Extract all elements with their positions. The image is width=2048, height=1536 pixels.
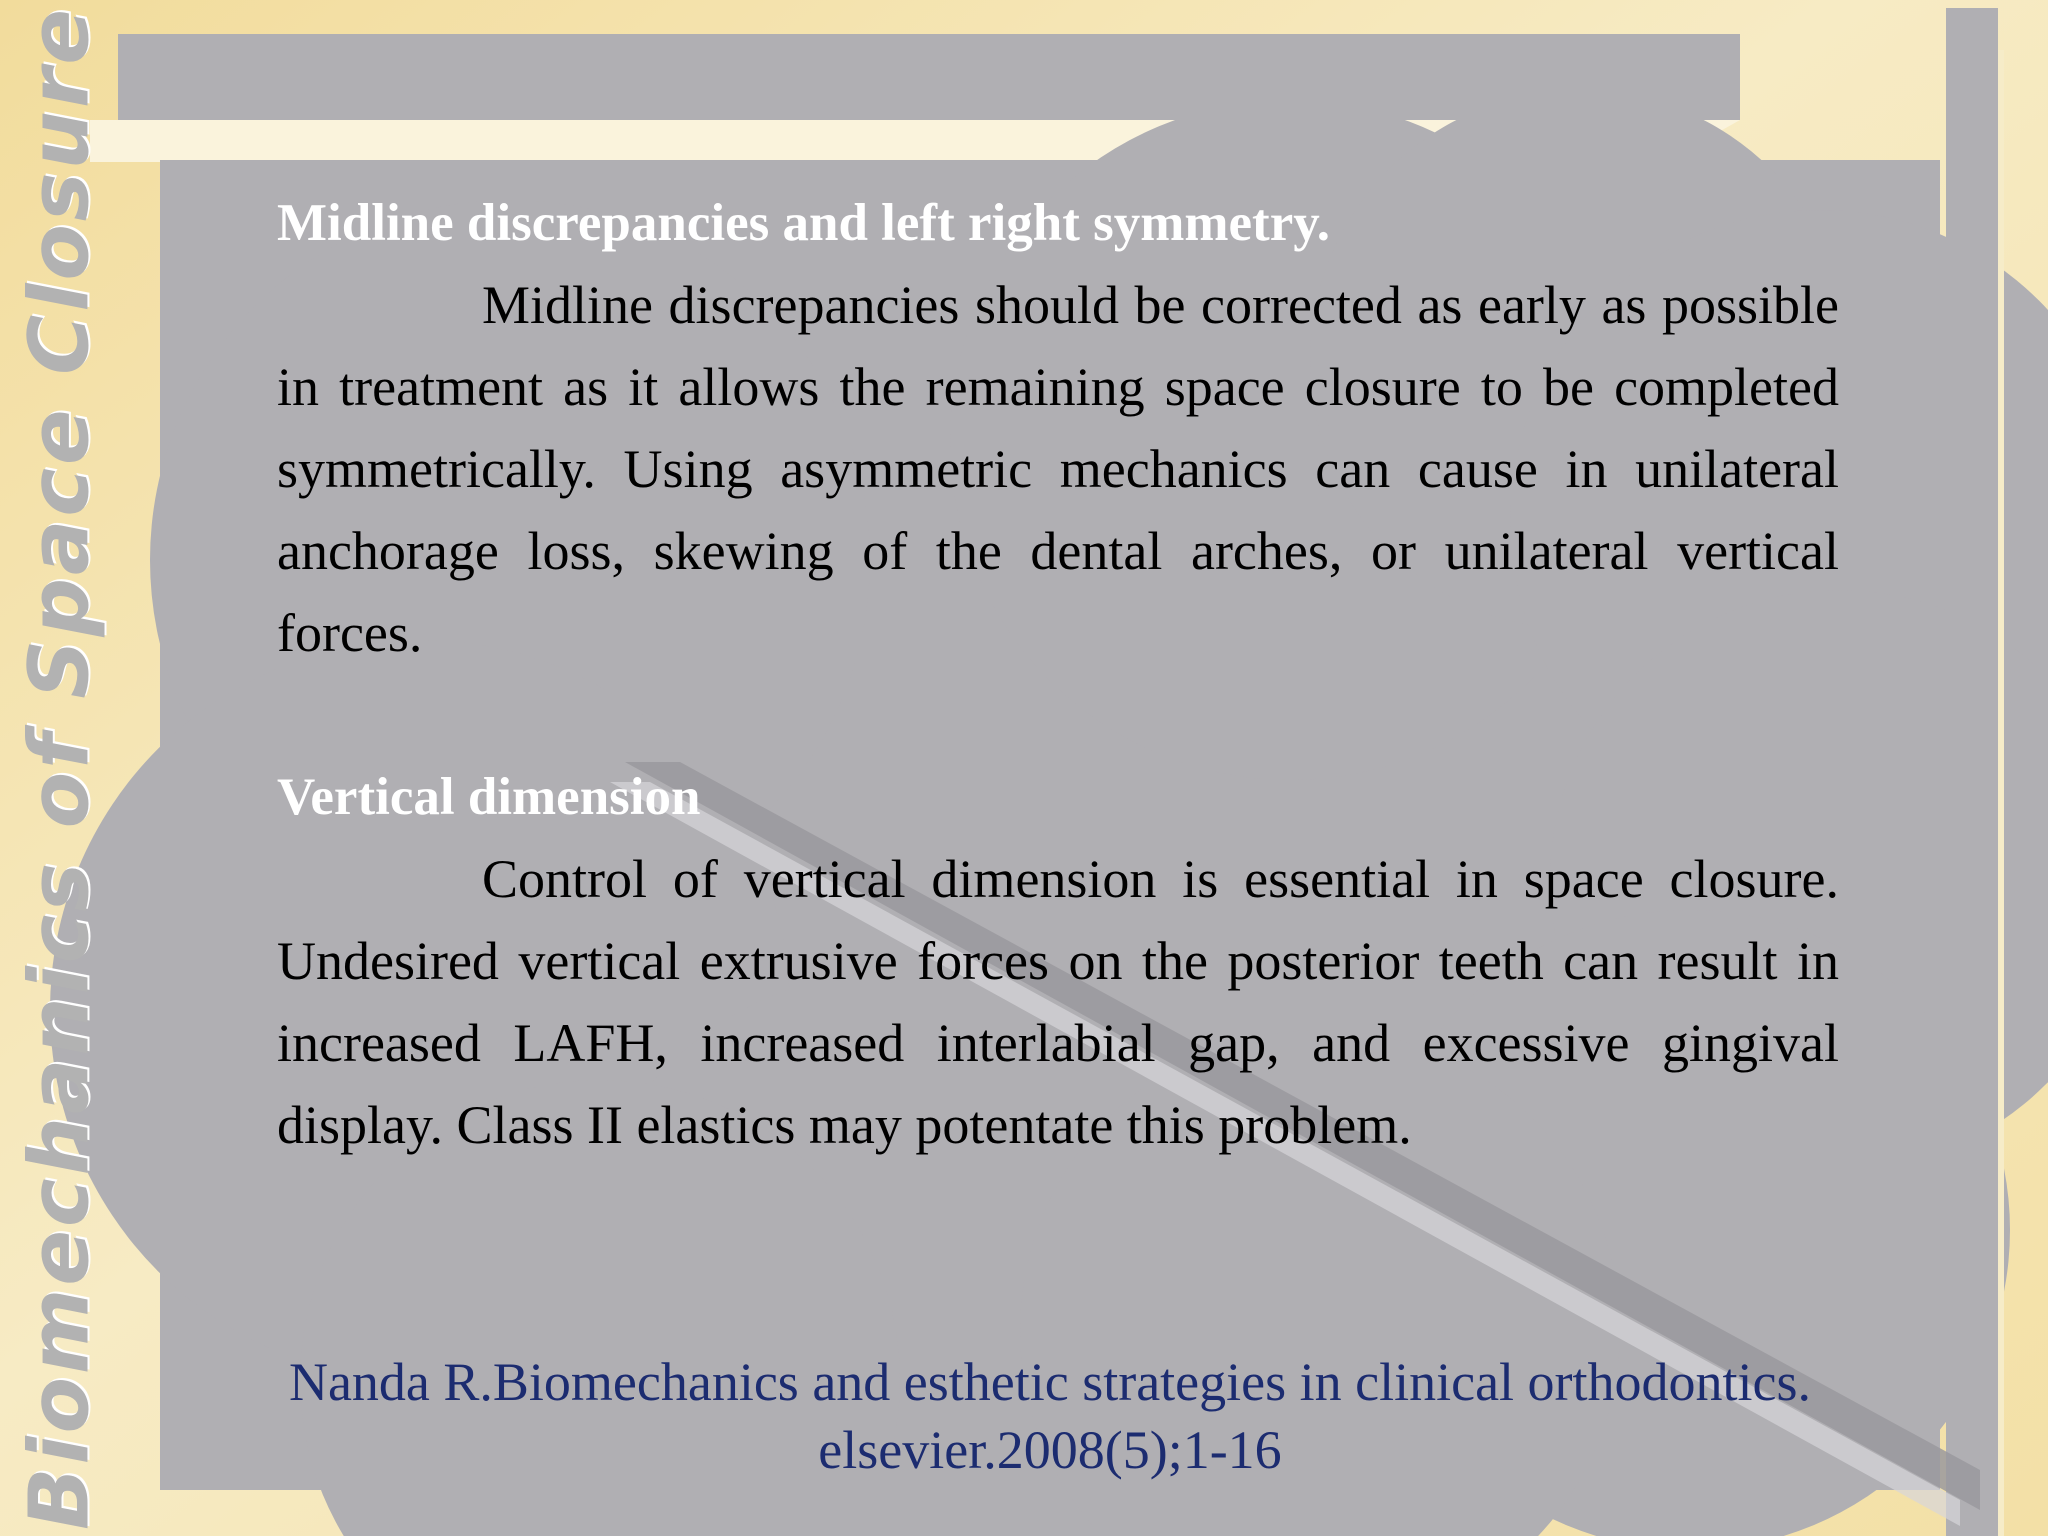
reference-line-1: Nanda R.Biomechanics and esthetic strategies in clinical orthodontics. (288, 1352, 1812, 1412)
side-title (0, 0, 120, 1536)
section-heading-midline: Midline discrepancies and left right symmetry. (277, 194, 1331, 252)
reference-line-2: elsevier.2008(5);1-16 (818, 1420, 1282, 1480)
section-body-midline: Midline discrepancies should be corrected as early as possible in treatment as it allows the remaining space closure to be completed symmetrically. Using asymmetric mechanics can cause in unilateral anchorage loss, skewing of the dental arches, or unilateral vertical forces. (277, 275, 1839, 663)
section-body-vertical: Control of vertical dimension is essential in space closure. Undesired vertical extrusive forces on the posterior teeth can result in increased LAFH, increased interlabial gap, and excessive gingival display. Class II elastics may potentate this problem. (277, 849, 1839, 1155)
top-bar (118, 34, 1740, 120)
side-title-text: Biomechanics of Space Closure (12, 5, 108, 1531)
slide-content (277, 182, 1839, 1166)
right-bar (1946, 8, 1998, 1536)
reference-citation (200, 1348, 1900, 1484)
section-heading-vertical: Vertical dimension (277, 768, 701, 826)
section-spacer (277, 674, 1839, 756)
